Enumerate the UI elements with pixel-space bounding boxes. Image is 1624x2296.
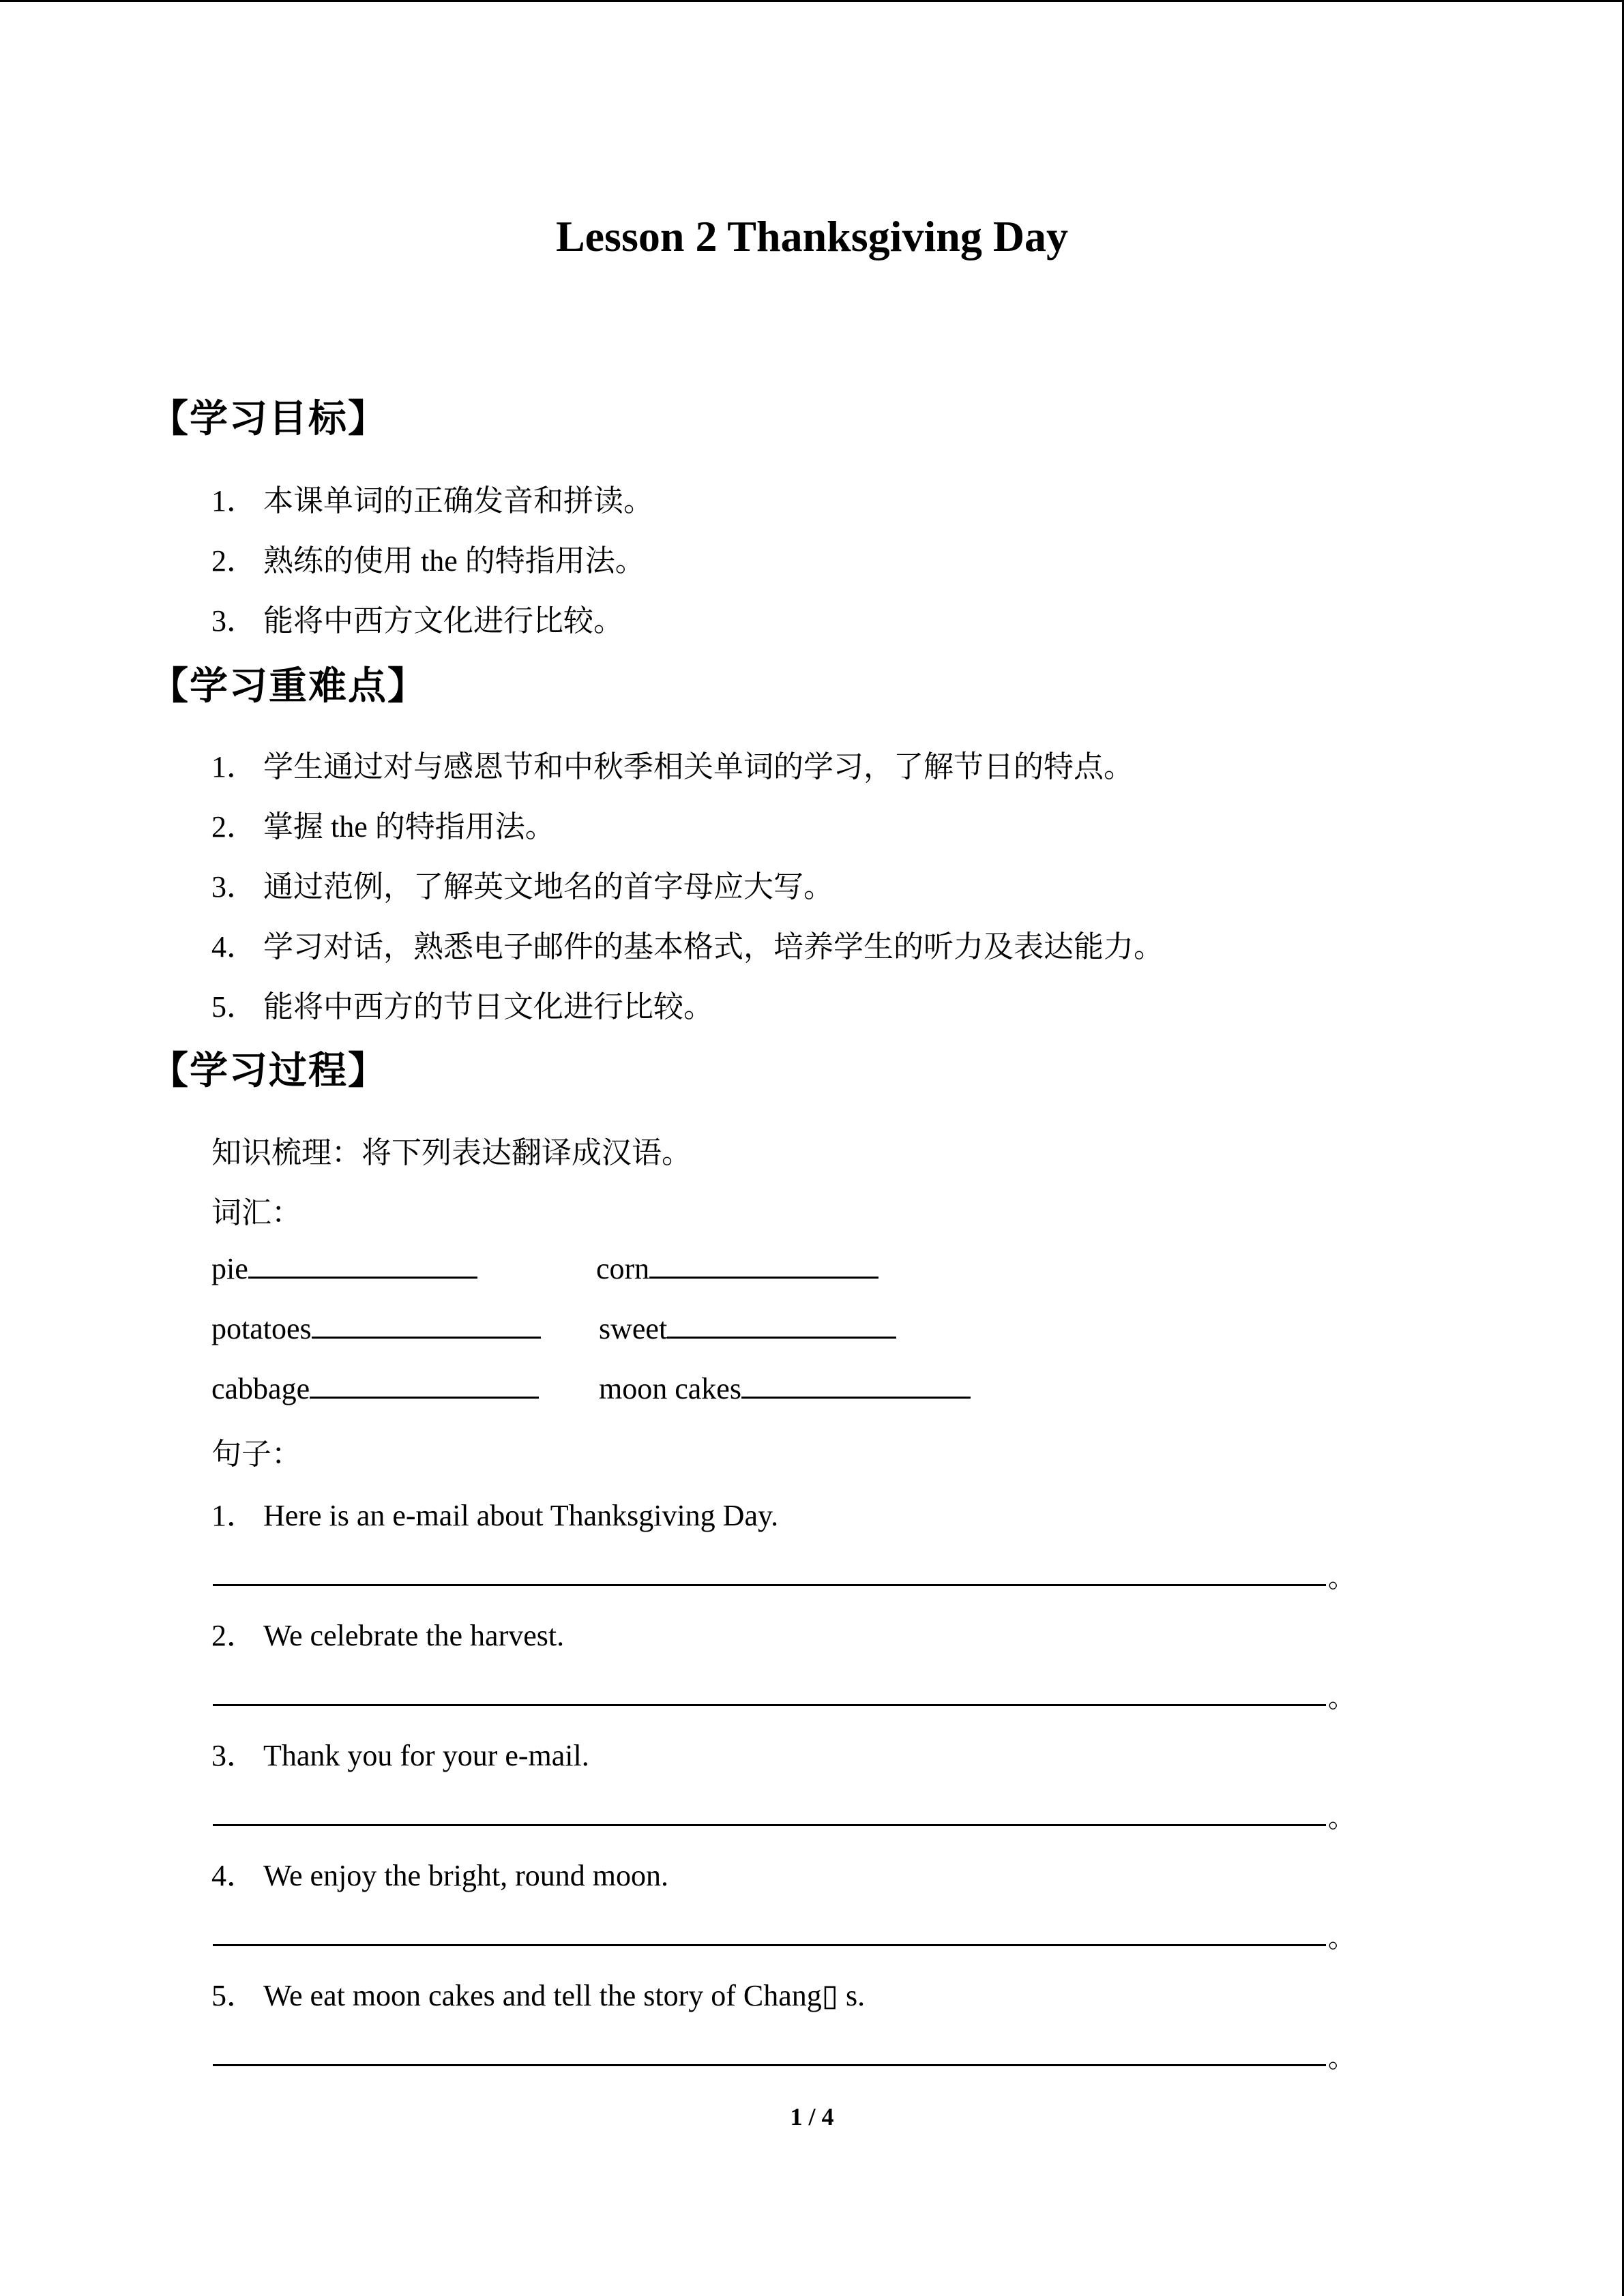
answer-line[interactable]	[213, 1584, 1326, 1586]
answer-period: 。	[1328, 1682, 1355, 1713]
objective-item: 3． 能将中西方文化进行比较。	[211, 604, 623, 638]
objectives-heading: 【学习目标】	[150, 397, 387, 441]
key-point-item: 3． 通过范例，了解英文地名的首字母应大写。	[211, 870, 833, 904]
vocab-item: corn	[596, 1249, 879, 1286]
answer-line[interactable]	[213, 1824, 1326, 1826]
process-heading: 【学习过程】	[150, 1049, 387, 1093]
sentences-label: 句子：	[211, 1437, 301, 1471]
vocab-blank[interactable]	[248, 1249, 477, 1279]
answer-period: 。	[1328, 2042, 1355, 2073]
sentence-item: 1． Here is an e-mail about Thanksgiving Day.	[211, 1499, 779, 1532]
sentence-item: 3． Thank you for your e-mail.	[211, 1739, 589, 1772]
objective-item: 1． 本课单词的正确发音和拼读。	[211, 484, 653, 518]
vocab-item: cabbage	[211, 1369, 539, 1406]
key-points-heading: 【学习重难点】	[150, 664, 427, 709]
vocab-blank[interactable]	[649, 1249, 879, 1279]
page-number: 1 / 4	[790, 2103, 834, 2130]
document-title: Lesson 2 Thanksgiving Day	[555, 212, 1069, 260]
sentence-item: 5． We eat moon cakes and tell the story of Chang▯ s.	[211, 1979, 866, 2012]
key-point-item: 5． 能将中西方的节日文化进行比较。	[211, 990, 713, 1024]
vocab-label: 词汇：	[211, 1196, 301, 1229]
vocab-item: potatoes	[211, 1309, 541, 1346]
vocab-blank[interactable]	[741, 1369, 971, 1399]
answer-period: 。	[1328, 1802, 1355, 1833]
answer-period: 。	[1328, 1562, 1355, 1593]
answer-period: 。	[1328, 1922, 1355, 1953]
key-point-item: 1． 学生通过对与感恩节和中秋季相关单词的学习，了解节日的特点。	[211, 750, 1134, 784]
sentence-item: 2． We celebrate the harvest.	[211, 1619, 565, 1652]
vocab-blank[interactable]	[667, 1309, 896, 1339]
key-point-item: 4． 学习对话，熟悉电子邮件的基本格式，培养学生的听力及表达能力。	[211, 930, 1164, 964]
objective-item: 2． 熟练的使用 the 的特指用法。	[211, 544, 645, 578]
answer-line[interactable]	[213, 1704, 1326, 1706]
sentence-item: 4． We enjoy the bright, round moon.	[211, 1859, 669, 1892]
key-point-item: 2． 掌握 the 的特指用法。	[211, 810, 555, 844]
answer-line[interactable]	[213, 1944, 1326, 1946]
vocab-item: sweet	[599, 1309, 896, 1346]
vocab-item: moon cakes	[599, 1369, 971, 1406]
process-intro: 知识梳理：将下列表达翻译成汉语。	[211, 1136, 692, 1169]
answer-line[interactable]	[213, 2064, 1326, 2066]
vocab-blank[interactable]	[312, 1309, 541, 1339]
vocab-item: pie	[211, 1249, 477, 1286]
vocab-blank[interactable]	[310, 1369, 539, 1399]
